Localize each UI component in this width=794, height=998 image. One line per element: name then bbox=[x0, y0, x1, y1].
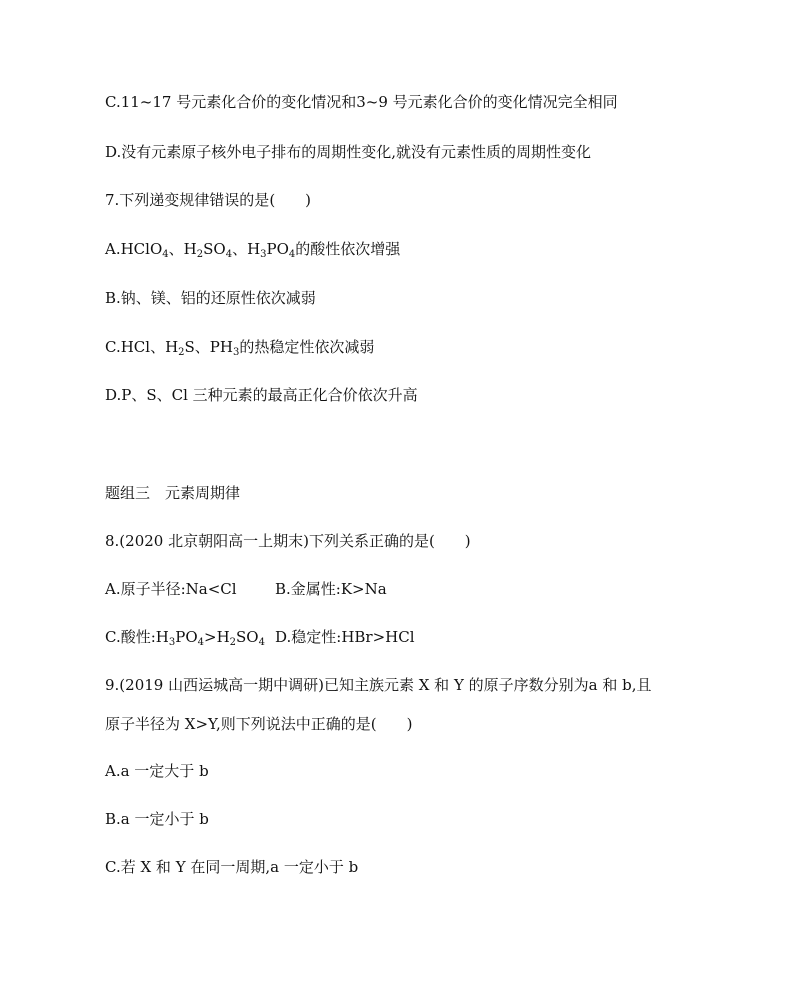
text-run: A.HClO bbox=[105, 240, 163, 258]
text-run: >H bbox=[204, 628, 230, 646]
subscript: 4 bbox=[197, 637, 204, 648]
option-text bbox=[275, 579, 387, 599]
text-run: C.酸性:H bbox=[105, 628, 169, 646]
text-line: 原子半径为 X>Y,则下列说法中正确的是( ) bbox=[105, 715, 413, 733]
option-text bbox=[105, 239, 400, 259]
option-text bbox=[105, 337, 374, 357]
text-run: SO bbox=[203, 240, 226, 258]
question-text: 9.(2019 山西运城高一期中调研)已知主族元素 X 和 Y 的原子序数分别为a 和 b,且 bbox=[105, 676, 652, 694]
option-text bbox=[275, 627, 415, 647]
subscript: 3 bbox=[232, 347, 240, 358]
text-run: PO bbox=[175, 628, 198, 646]
option-text bbox=[105, 627, 275, 647]
text-run: 的热稳定性依次减弱 bbox=[239, 338, 375, 356]
question-text: 7.下列递变规律错误的是( ) bbox=[105, 191, 312, 209]
text-run: A.原子半径:Na<Cl bbox=[105, 580, 237, 598]
option-text bbox=[105, 579, 275, 599]
text-line: D.P、S、Cl 三种元素的最高正化合价依次升高 bbox=[105, 386, 418, 404]
text-line: B.钠、镁、铝的还原性依次减弱 bbox=[105, 289, 316, 307]
text-run: 、H bbox=[168, 240, 197, 258]
text-run: SO bbox=[236, 628, 259, 646]
subscript: 2 bbox=[196, 249, 204, 260]
subscript: 3 bbox=[260, 249, 267, 260]
text-line: C.11~17 号元素化合价的变化情况和3~9 号元素化合价的变化情况完全相同 bbox=[105, 93, 618, 111]
subscript: 4 bbox=[225, 249, 233, 260]
text-line: A.a 一定大于 b bbox=[105, 762, 209, 780]
subscript: 4 bbox=[258, 637, 265, 648]
subscript: 4 bbox=[288, 249, 296, 260]
section-heading: 题组三 元素周期律 bbox=[105, 484, 241, 502]
text-line: C.若 X 和 Y 在同一周期,a 一定小于 b bbox=[105, 858, 359, 876]
text-run: D.稳定性:HBr>HCl bbox=[275, 628, 415, 646]
option-row bbox=[105, 579, 387, 599]
text-run: PO bbox=[266, 240, 289, 258]
subscript: 2 bbox=[229, 637, 237, 648]
subscript: 4 bbox=[162, 249, 169, 260]
text-line: B.a 一定小于 b bbox=[105, 810, 209, 828]
subscript: 2 bbox=[178, 347, 185, 358]
text-line: D.没有元素原子核外电子排布的周期性变化,就没有元素性质的周期性变化 bbox=[105, 143, 592, 161]
text-run: C.HCl、H bbox=[105, 338, 179, 356]
option-row bbox=[105, 627, 415, 647]
question-text: 8.(2020 北京朝阳高一上期末)下列关系正确的是( ) bbox=[105, 532, 471, 550]
text-run: B.金属性:K>Na bbox=[275, 580, 387, 598]
text-run: 、H bbox=[232, 240, 261, 258]
text-run: 的酸性依次增强 bbox=[295, 240, 401, 258]
text-run: S、PH bbox=[184, 338, 233, 356]
subscript: 3 bbox=[168, 637, 176, 648]
